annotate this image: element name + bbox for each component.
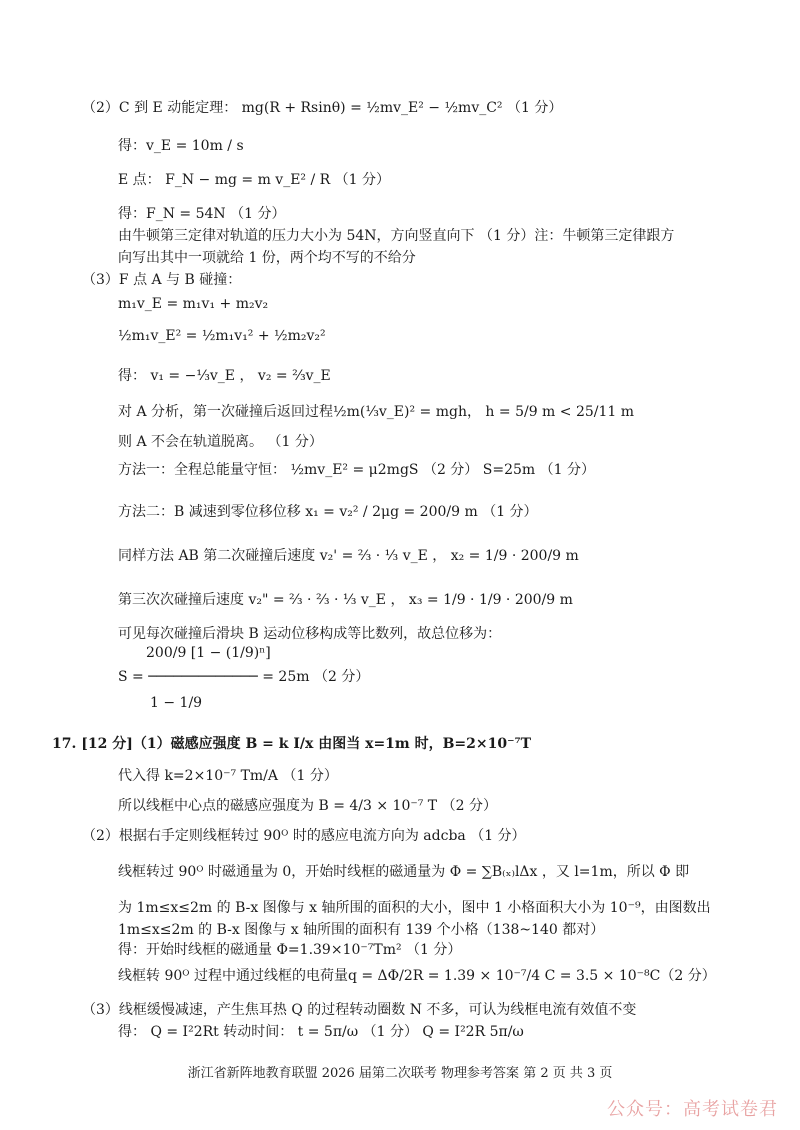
text-line: 可见每次碰撞后滑块 B 运动位移构成等比数列，故总位移为：	[118, 626, 502, 642]
watermark: 公众号：高考试卷君	[607, 1099, 778, 1120]
text-line: 所以线框中心点的磁感应强度为 B = 4/3 × 10⁻⁷ T （2 分）	[118, 798, 497, 814]
text-line: 则 A 不会在轨道脱离。 （1 分）	[118, 434, 323, 450]
sum-equation: S = ───────────── = 25m （2 分）	[118, 669, 370, 685]
text-line: 由牛顿第三定律对轨道的压力大小为 54N，方向竖直向下 （1 分）注：牛顿第三定律跟方	[118, 228, 675, 244]
text-line: 为 1m≤x≤2m 的 B-x 图像与 x 轴所围的面积的大小，图中 1 小格面积大小为 10⁻⁹，由图数出	[118, 900, 711, 916]
text-line: 代入得 k=2×10⁻⁷ Tm/A （1 分）	[118, 768, 338, 784]
text-line: 得：v_E = 10m / s	[118, 138, 244, 154]
text-line: 向写出其中一项就给 1 份，两个均不写的不给分	[118, 250, 416, 266]
text-line: （3）线框缓慢减速，产生焦耳热 Q 的过程转动圈数 N 不多，可认为线框电流有效值不变	[82, 1002, 637, 1018]
text-line: 对 A 分析，第一次碰撞后返回过程½m(⅓v_E)² = mgh， h = 5/9 m < 25/11 m	[118, 404, 635, 420]
text-line: m₁v_E = m₁v₁ + m₂v₂	[118, 296, 269, 312]
text-line: 得： Q = I²2Rt 转动时间： t = 5π/ω （1 分） Q = I²2R 5π/ω	[118, 1024, 524, 1040]
text-line: 线框转 90ᴼ 过程中通过线框的电荷量q = ΔΦ/2R = 1.39 × 10⁻⁷/4 C = 3.5 × 10⁻⁸C（2 分）	[118, 968, 716, 984]
page-footer: 浙江省新阵地教育联盟 2026 届第二次联考 物理参考答案 第 2 页 共 3 页	[187, 1066, 613, 1081]
text-line: （2）C 到 E 动能定理： mg(R + Rsinθ) = ½mv_E² − ½mv_C² （1 分）	[82, 100, 563, 116]
text-line: 同样方法 AB 第二次碰撞后速度 v₂' = ⅔ · ⅓ v_E ， x₂ = 1/9 · 200/9 m	[118, 548, 579, 564]
text-line: 方法二：B 减速到零位移位移 x₁ = v₂² / 2μg = 200/9 m （1 分）	[118, 504, 538, 520]
sum-denominator: 1 − 1/9	[150, 695, 203, 711]
text-line: 第三次次碰撞后速度 v₂" = ⅔ · ⅔ · ⅓ v_E ， x₃ = 1/9 · 1/9 · 200/9 m	[118, 592, 573, 608]
text-line: 得：开始时线框的磁通量 Φ=1.39×10⁻⁷Tm² （1 分）	[118, 942, 462, 958]
text-line: 线框转过 90ᴼ 时磁通量为 0，开始时线框的磁通量为 Φ = ∑B₍ₓ₎lΔx ，又 l=1m，所以 Φ 即	[118, 864, 690, 880]
text-line: 得： v₁ = −⅓v_E ， v₂ = ⅔v_E	[118, 368, 331, 384]
question-17-heading: 17. [12 分]（1）磁感应强度 B = k I/x 由图当 x=1m 时，B=2×10⁻⁷T	[52, 736, 532, 752]
text-line: 1m≤x≤2m 的 B-x 图像与 x 轴所围的面积有 139 个小格（138~140 都对）	[118, 922, 605, 938]
text-line: （2）根据右手定则线框转过 90ᴼ 时的感应电流方向为 adcba （1 分）	[82, 828, 526, 844]
sum-numerator: 200/9 [1 − (1/9)ⁿ]	[146, 645, 271, 661]
text-line: （3）F 点 A 与 B 碰撞：	[82, 272, 242, 288]
text-line: 方法一：全程总能量守恒： ½mv_E² = μ2mgS （2 分） S=25m （1 分）	[118, 462, 595, 478]
text-line: ½m₁v_E² = ½m₁v₁² + ½m₂v₂²	[118, 328, 326, 344]
text-line: 得：F_N = 54N （1 分）	[118, 206, 286, 222]
text-line: E 点： F_N − mg = m v_E² / R （1 分）	[118, 172, 391, 188]
